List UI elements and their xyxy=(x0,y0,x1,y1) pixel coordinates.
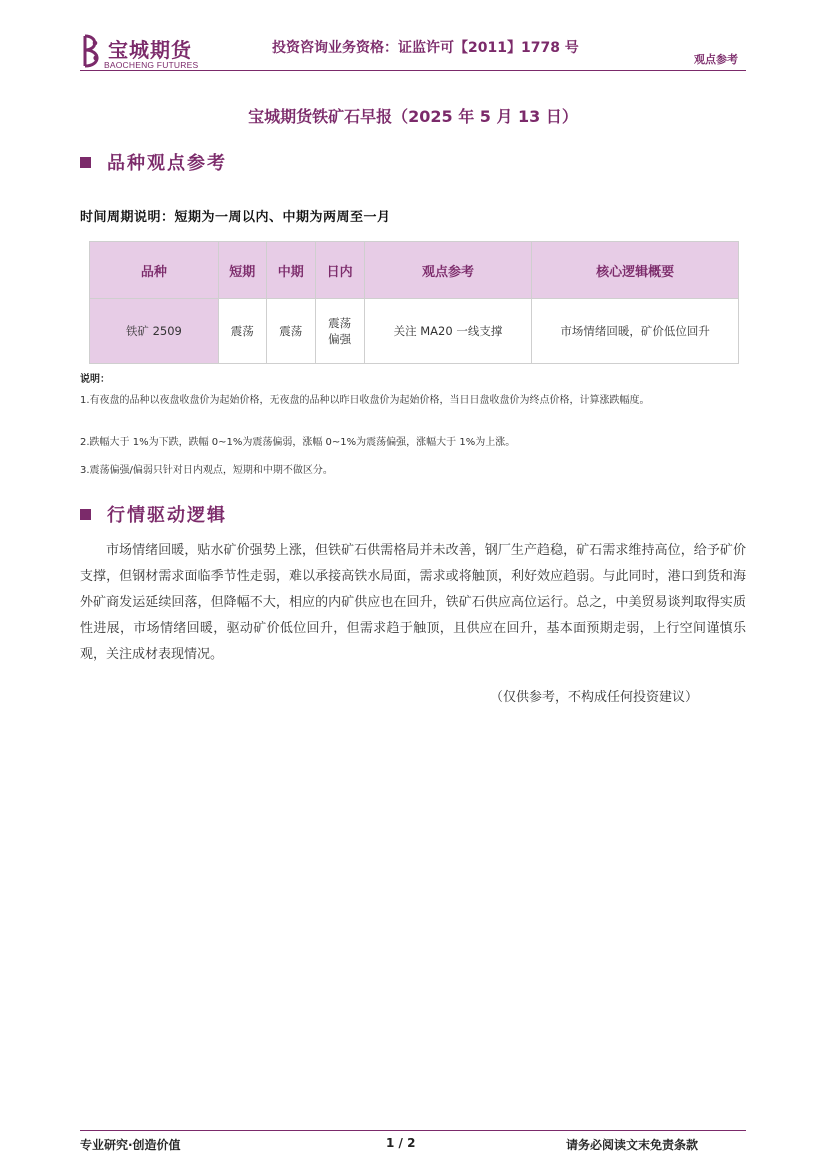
cell-intraday xyxy=(315,299,364,364)
table-row xyxy=(90,299,739,364)
cell-intraday-line2: 偏强 xyxy=(328,332,352,346)
footer-disclaimer-link: 请务必阅读文末免责条款 xyxy=(566,1138,699,1152)
logo-mark-icon xyxy=(82,34,104,68)
logo-chinese: 宝城期货 xyxy=(108,38,192,62)
page-number: 1 / 2 xyxy=(386,1136,416,1150)
notes-label: 说明： xyxy=(80,374,110,385)
section-heading-drivers xyxy=(80,502,227,526)
logo-english: BAOCHENG FUTURES xyxy=(104,60,199,70)
table-header: 品种 xyxy=(90,242,219,299)
disclaimer-text: （仅供参考，不构成任何投资建议） xyxy=(490,690,699,705)
section-heading-text: 品种观点参考 xyxy=(107,153,227,174)
note-item: 1.有夜盘的品种以夜盘收盘价为起始价格，无夜盘的品种以昨日收盘价为起始价格，当日日盘收盘价为终点价格，计算涨跌幅度。 xyxy=(80,395,650,406)
note-item: 3.震荡偏强/偏弱只针对日内观点，短期和中期不做区分。 xyxy=(80,465,333,476)
square-bullet-icon xyxy=(80,157,91,168)
table-header: 日内 xyxy=(315,242,364,299)
cell-mid-term: 震荡 xyxy=(266,299,315,364)
table-header: 中期 xyxy=(266,242,315,299)
cell-short-term: 震荡 xyxy=(218,299,266,364)
footer-divider xyxy=(80,1130,746,1131)
cell-intraday-line1: 震荡 xyxy=(328,316,352,330)
header-tag: 观点参考 xyxy=(694,53,738,66)
period-note: 时间周期说明：短期为一周以内、中期为两周至一月 xyxy=(80,210,391,225)
analysis-paragraph: 市场情绪回暖，贴水矿价强势上涨，但铁矿石供需格局并未改善，钢厂生产趋稳，矿石需求维持高位，给予矿价支撑，但钢材需求面临季节性走弱，难以承接高铁水局面，需求或将触顶，利好效应趋弱。与此同时，港口到货和海外矿商发运延续回落，但降幅不大，相应的内矿供应也在回升，铁矿石供应高位运行。总之，中美贸易谈判取得实质性进展，市场情绪回暖，驱动矿价低位回升，但需求趋于触顶，且供应在回升，基本面预期走弱，上行空间谨慎乐观，关注成材表现情况。 xyxy=(80,543,746,662)
views-table xyxy=(89,241,739,364)
document-title: 宝城期货铁矿石早报（2025 年 5 月 13 日） xyxy=(248,107,578,126)
table-header: 核心逻辑概要 xyxy=(532,242,739,299)
cell-variety: 铁矿 2509 xyxy=(90,299,219,364)
cell-logic: 市场情绪回暖，矿价低位回升 xyxy=(532,299,739,364)
qualification-text: 投资咨询业务资格：证监许可【2011】1778 号 xyxy=(272,40,579,56)
section-heading-text: 行情驱动逻辑 xyxy=(107,505,227,526)
cell-view: 关注 MA20 一线支撑 xyxy=(364,299,532,364)
square-bullet-icon xyxy=(80,509,91,520)
note-item: 2.跌幅大于 1%为下跌，跌幅 0~1%为震荡偏弱，涨幅 0~1%为震荡偏强，涨幅大于 1%为上涨。 xyxy=(80,437,516,448)
table-header: 观点参考 xyxy=(364,242,532,299)
table-header-row xyxy=(90,242,739,299)
header-divider xyxy=(80,70,746,71)
footer-slogan: 专业研究·创造价值 xyxy=(80,1138,181,1152)
table-header: 短期 xyxy=(218,242,266,299)
section-heading-views xyxy=(80,150,227,174)
